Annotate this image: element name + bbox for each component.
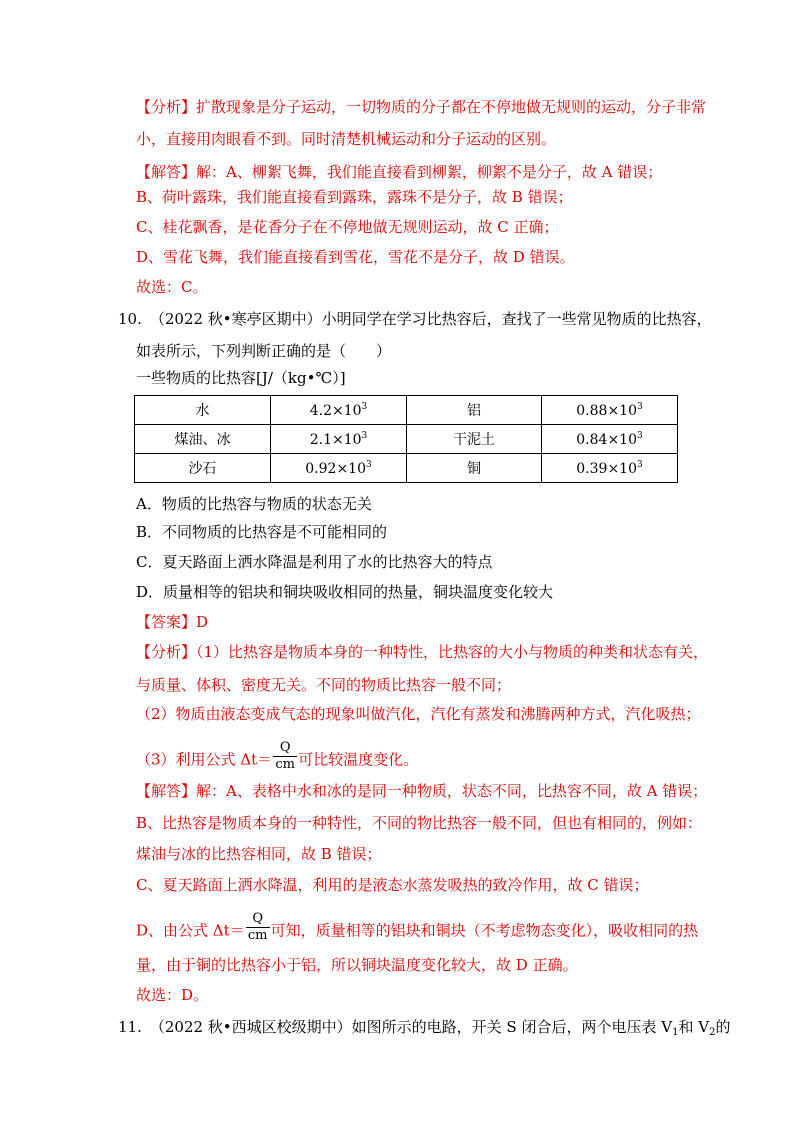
specific-heat-table <box>134 395 678 483</box>
q10-answer-line-3: 煤油与冰的比热容相同，故 B 错误； <box>136 845 382 863</box>
option-c: C．夏天路面上洒水降温是利用了水的比热容大的特点 <box>136 553 493 571</box>
q10-analysis-line-4: （3）利用公式 Δt＝ $\frac{Q}{cm}$ 可比较温度变化。 <box>136 740 419 772</box>
table-cell-substance: 干泥土 <box>407 425 542 454</box>
table-cell-substance: 铜 <box>407 454 542 483</box>
formula-fraction: $\frac{Q}{cm}$ <box>273 740 297 773</box>
table-row <box>135 425 678 454</box>
table-cell-substance: 沙石 <box>135 454 271 483</box>
table-row <box>135 454 678 483</box>
table-row <box>135 396 678 425</box>
table-caption: 一些物质的比热容[J/（kg•℃）] <box>136 369 346 387</box>
table-cell-substance: 煤油、冰 <box>135 425 271 454</box>
q10-answer-line-6: 量，由于铜的比热容小于铝，所以铜块温度变化较大，故 D 正确。 <box>136 956 578 974</box>
q10-stem-line-2: 如表所示，下列判断正确的是（ ） <box>136 342 392 360</box>
table-cell-value: $0.92\times 10^3$ <box>271 454 407 483</box>
q9-analysis-line-2: 小，直接用肉眼看不到。同时清楚机械运动和分子运动的区别。 <box>136 130 557 148</box>
q9-analysis-line-1: 【分析】扩散现象是分子运动，一切物质的分子都在不停地做无规则的运动，分子非常 <box>136 98 707 116</box>
option-a: A．物质的比热容与物质的状态无关 <box>136 495 372 513</box>
q10-answer-line-5: D、由公式 Δt＝ $\frac{Q}{cm}$ 可知，质量相等的铝块和铜块（不考虑物态变化），吸收相同的热 <box>136 911 699 943</box>
table-cell-substance: 水 <box>135 396 271 425</box>
q10-analysis-line-1: 【分析】（1）比热容是物质本身的一种特性，比热容的大小与物质的种类和状态有关， <box>136 643 709 661</box>
formula-fraction: $\frac{Q}{cm}$ <box>246 911 270 944</box>
option-d: D．质量相等的铝块和铜块吸收相同的热量，铜块温度变化较大 <box>136 583 554 601</box>
table-cell-value: $0.39\times 10^3$ <box>542 454 678 483</box>
q9-answer-line-2: B、荷叶露珠，我们能直接看到露珠，露珠不是分子，故 B 错误； <box>136 188 573 206</box>
q10-choice: 故选：D。 <box>136 986 209 1004</box>
q9-answer-line-4: D、雪花飞舞，我们能直接看到雪花，雪花不是分子，故 D 错误。 <box>136 248 575 266</box>
q10-stem-line-1: 10. （2022 秋•寒亭区期中）小明同学在学习比热容后，查找了一些常见物质的比热容， <box>118 310 712 328</box>
table-cell-value: $0.84\times 10^3$ <box>542 425 678 454</box>
option-b: B．不同物质的比热容是不可能相同的 <box>136 523 388 541</box>
q10-analysis-line-3: （2）物质由液态变成气态的现象叫做汽化，汽化有蒸发和沸腾两种方式，汽化吸热； <box>136 705 701 723</box>
q10-answer-line-4: C、夏天路面上洒水降温，利用的是液态水蒸发吸热的致冷作用，故 C 错误； <box>136 876 649 894</box>
q11-stem: 11. （2022 秋•西城区校级期中）如图所示的电路，开关 S 闭合后，两个电压表 $V_1$和 $V_2$的 <box>118 1018 731 1038</box>
q10-analysis-line-2: 与质量、体积、密度无关。不同的物质比热容一般不同； <box>136 676 512 694</box>
table-cell-value: $2.1\times 10^3$ <box>271 425 407 454</box>
q10-answer-key: 【答案】D <box>136 613 209 631</box>
q10-answer-line-1: 【解答】解：A、表格中水和冰的是同一种物质，状态不同，比热容不同，故 A 错误； <box>136 782 708 800</box>
table-cell-substance: 铝 <box>407 396 542 425</box>
q10-answer-line-2: B、比热容是物质本身的一种特性，不同的物比热容一般不同，但也有相同的，例如： <box>136 814 703 832</box>
table-cell-value: $0.88\times 10^3$ <box>542 396 678 425</box>
q9-answer-line-3: C、桂花飘香，是花香分子在不停地做无规则运动，故 C 正确； <box>136 218 559 236</box>
table-cell-value: $4.2\times 10^3$ <box>271 396 407 425</box>
q9-answer-line-1: 【解答】解：A、柳絮飞舞，我们能直接看到柳絮，柳絮不是分子，故 A 错误； <box>136 163 663 181</box>
q9-choice: 故选：C。 <box>136 278 208 296</box>
